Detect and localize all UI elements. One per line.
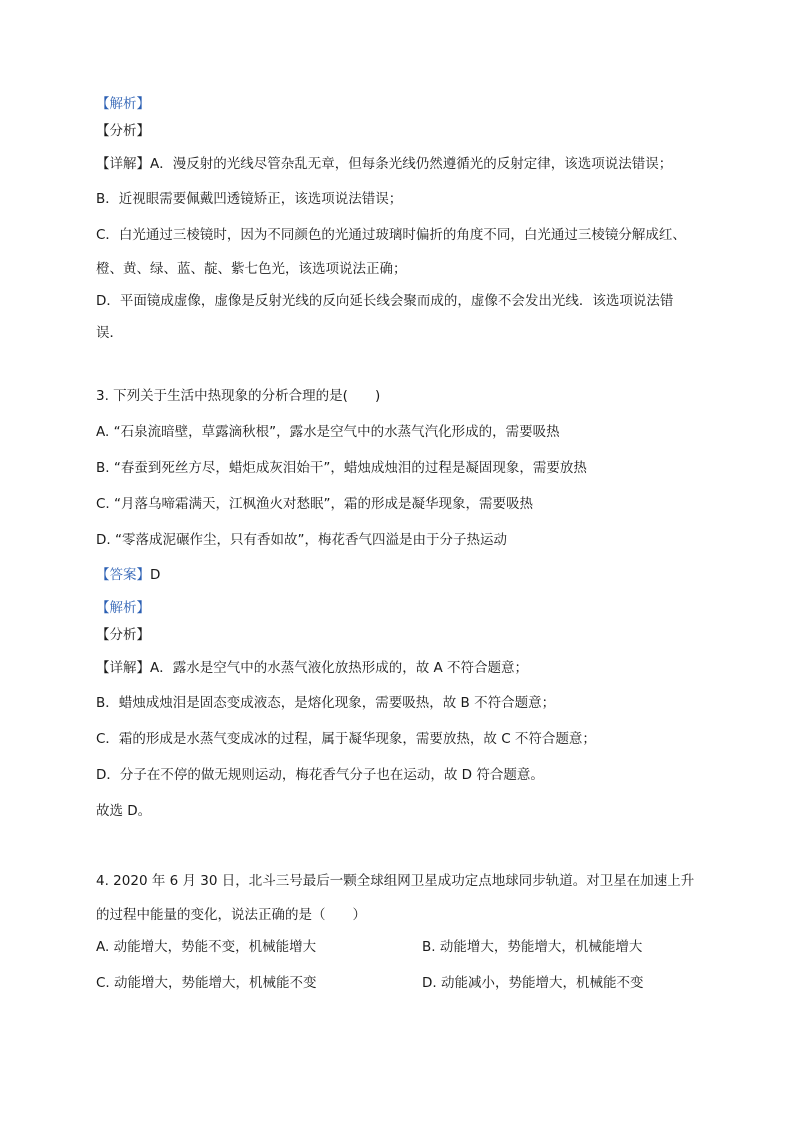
question-3-option-d: D. “零落成泥碾作尘，只有香如故”，梅花香气四溢是由于分子热运动 [96,532,507,548]
question-3-analysis-heading: 【解析】 [96,600,150,616]
question-3-option-b: B. “春蚕到死丝方尽，蜡炬成灰泪始干”，蜡烛成烛泪的过程是凝固现象，需要放热 [96,460,587,476]
detail-line-b: B．近视眼需要佩戴凹透镜矫正，该选项说法错误； [96,191,403,207]
question-4-option-b: B. 动能增大，势能增大，机械能增大 [422,939,643,955]
detail-label: 【详解】 [96,660,150,676]
question-4-stem-line2: 的过程中能量的变化，说法正确的是（ ） [96,907,366,923]
detail-text: A．漫反射的光线尽管杂乱无章，但每条光线仍然遵循光的反射定律，该选项说法错误； [150,156,673,172]
question-3-detail-d: D．分子在不停的做无规则运动，梅花香气分子也在运动，故 D 符合题意。 [96,767,544,783]
question-3-answer [96,565,160,585]
question-3-option-a: A. “石泉流暗壁，草露滴秋根”，露水是空气中的水蒸气汽化形成的，需要吸热 [96,424,560,440]
detail-line-d1: D．平面镜成虚像，虚像是反射光线的反向延长线会聚而成的，虚像不会发出光线．该选项说法错 [96,293,674,309]
detail-line-c2: 橙、黄、绿、蓝、靛、紫七色光，该选项说法正确； [96,261,407,277]
analysis-heading: 【解析】 [96,96,150,112]
detail-line-d2: 误． [96,325,123,341]
answer-value: D [150,567,161,583]
question-3-stem: 3. 下列关于生活中热现象的分析合理的是( ) [96,388,381,404]
question-3-detail-b: B．蜡烛成烛泪是固态变成液态，是熔化现象，需要吸热，故 B 不符合题意； [96,695,556,711]
question-4-stem-line1: 4. 2020 年 6 月 30 日，北斗三号最后一颗全球组网卫星成功定点地球同步轨道。对卫星在加速上升 [96,873,695,889]
detail-label: 【详解】 [96,156,150,172]
question-3-detail-a [96,658,528,678]
question-4-option-a: A. 动能增大，势能不变，机械能增大 [96,939,317,955]
question-4-option-d: D. 动能减小，势能增大，机械能不变 [422,975,644,991]
question-3-analysis-subheading: 【分析】 [96,627,150,643]
question-3-conclusion: 故选 D。 [96,803,152,819]
question-3-detail-c: C．霜的形成是水蒸气变成冰的过程，属于凝华现象，需要放热，故 C 不符合题意； [96,731,596,747]
detail-line-c1: C．白光通过三棱镜时，因为不同颜色的光通过玻璃时偏折的角度不同，白光通过三棱镜分解成红、 [96,227,686,243]
question-3-option-c: C. “月落乌啼霜满天，江枫渔火对愁眠”，霜的形成是凝华现象，需要吸热 [96,496,533,512]
detail-text: A．露水是空气中的水蒸气液化放热形成的，故 A 不符合题意； [150,660,529,676]
answer-label: 【答案】 [96,567,150,583]
question-4-option-c: C. 动能增大，势能增大，机械能不变 [96,975,317,991]
detail-line-a [96,154,672,174]
analysis-subheading: 【分析】 [96,123,150,139]
